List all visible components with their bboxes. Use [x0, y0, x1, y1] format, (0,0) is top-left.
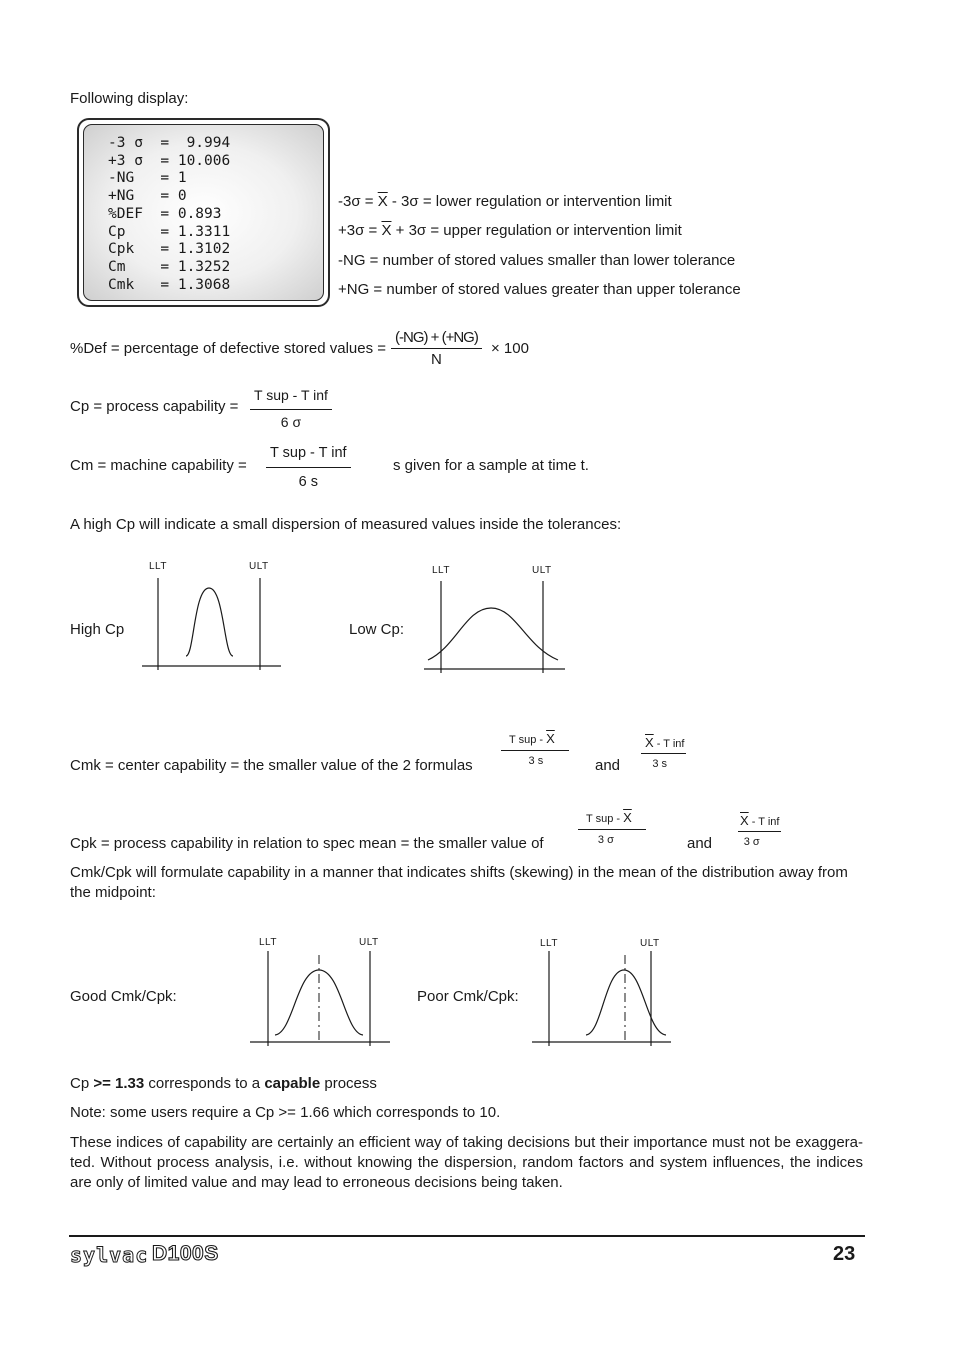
lcd-row: %DEF = 0.893: [108, 205, 222, 222]
cmk-cpk-note: Cmk/Cpk will formulate capability in a manner that indicates shifts (skewing) in the mean of the distribution away from the midpoint:: [70, 864, 848, 901]
def-minus-ng: -NG = number of stored values smaller than lower tolerance: [338, 252, 736, 269]
poor-cmk-label: Poor Cmk/Cpk:: [417, 988, 519, 1005]
high-cp-note: A high Cp will indicate a small dispersion of measured values inside the tolerances:: [70, 516, 622, 533]
ult-label: ULT: [249, 561, 269, 572]
cmk-denominator-2: 3 s: [652, 758, 668, 770]
cpk-denominator-2: 3 σ: [743, 836, 760, 848]
cp-numerator: T sup - T inf: [254, 387, 328, 403]
cm-denominator: 6 s: [298, 474, 318, 490]
llt-label: LLT: [259, 937, 277, 948]
and-text: and: [687, 835, 713, 852]
footer-rule: [69, 1235, 865, 1237]
cpk-numerator-2: $\overline{X}$ - T inf: [740, 813, 780, 828]
pdef-numerator: (-NG) + (+NG): [395, 329, 478, 346]
closing-paragraph: These indices of capability are certainly an efficient way of taking decisions but their importance must not be exaggera-ted. Without process analysis, i.e. without knowing the dispersion, random factors and system influences, the indices are only of limited value and may lead to erroneous decisions being taken.: [70, 1134, 863, 1191]
good-cmk-label: Good Cmk/Cpk:: [70, 988, 177, 1005]
good-cmk-diagram: [245, 945, 395, 1050]
cmk-numerator-1: T sup - $\overline{X}$: [509, 731, 555, 746]
and-text: and: [595, 757, 621, 774]
cm-fraction: [266, 445, 351, 490]
llt-label: LLT: [540, 938, 558, 949]
llt-label: LLT: [432, 565, 450, 576]
lcd-screen: [83, 124, 324, 301]
cmk-fraction-2: [641, 735, 686, 770]
cm-note: s given for a sample at time t.: [393, 457, 589, 474]
high-cp-diagram: [130, 570, 290, 680]
intro-text: Following display:: [70, 90, 189, 107]
cm-label: Cm = machine capability =: [70, 457, 247, 474]
cpk-denominator-1: 3 σ: [597, 834, 614, 846]
ult-label: ULT: [532, 565, 552, 576]
cmk-fraction-1: [501, 731, 569, 767]
cmk-numerator-2: $\overline{X}$ - T inf: [645, 735, 685, 750]
pdef-label: %Def = percentage of defective stored values =: [70, 340, 387, 357]
cmk-denominator-1: 3 s: [528, 755, 544, 767]
shifted-distribution-curve: [586, 970, 666, 1035]
lcd-row: Cm = 1.3252: [108, 258, 231, 275]
pdef-fraction: [391, 329, 482, 368]
lcd-row: -3 σ = 9.994: [108, 135, 231, 151]
lcd-display: [77, 118, 330, 307]
poor-cmk-diagram: [526, 945, 676, 1050]
def-plus-ng: +NG = number of stored values greater than upper tolerance: [338, 281, 741, 298]
low-cp-label: Low Cp:: [349, 621, 405, 638]
llt-label: LLT: [149, 561, 167, 572]
ult-label: ULT: [359, 937, 379, 948]
cp-label: Cp = process capability =: [70, 398, 239, 415]
def-minus-3-sigma: $-3\sigma = \overline{X} - 3\sigma$ = lower regulation or intervention limit: [338, 193, 672, 210]
cpk-fraction-2: [738, 813, 781, 848]
cp-denominator: 6 σ: [280, 414, 302, 430]
cp-fraction: [250, 387, 332, 430]
lcd-row: -NG = 1: [108, 170, 187, 187]
pdef-multiplier: × 100: [491, 340, 529, 357]
cm-numerator: T sup - T inf: [270, 445, 347, 461]
note-text: Note: some users require a Cp >= 1.66 which corresponds to 10.: [70, 1104, 501, 1121]
pdef-denominator: N: [431, 351, 442, 368]
wide-distribution-curve: [428, 608, 558, 660]
cpk-label: Cpk = process capability in relation to spec mean = the smaller value of: [70, 835, 544, 852]
low-cp-diagram: [420, 575, 570, 680]
page-number: 23: [833, 1243, 856, 1265]
lcd-row: Cpk = 1.3102: [108, 241, 231, 258]
lcd-row: +3 σ = 10.006: [108, 152, 231, 169]
lcd-row: Cp = 1.3311: [108, 223, 231, 240]
capable-statement: Cp >= 1.33 corresponds to a capable process: [70, 1075, 377, 1092]
cpk-numerator-1: T sup - $\overline{X}$: [586, 810, 632, 825]
cpk-fraction-1: [578, 810, 646, 846]
lcd-row: Cmk = 1.3068: [108, 276, 231, 293]
narrow-distribution-curve: [186, 588, 233, 656]
lcd-row: +NG = 0: [108, 188, 187, 205]
high-cp-label: High Cp: [70, 621, 125, 638]
cmk-label: Cmk = center capability = the smaller value of the 2 formulas: [70, 757, 473, 774]
ult-label: ULT: [640, 938, 660, 949]
brand-logo: sylvac: [70, 1243, 149, 1267]
def-plus-3-sigma: $+3\sigma = \overline{X} + 3\sigma$ = upper regulation or intervention limit: [338, 222, 682, 239]
model-name: D100S: [152, 1242, 219, 1265]
